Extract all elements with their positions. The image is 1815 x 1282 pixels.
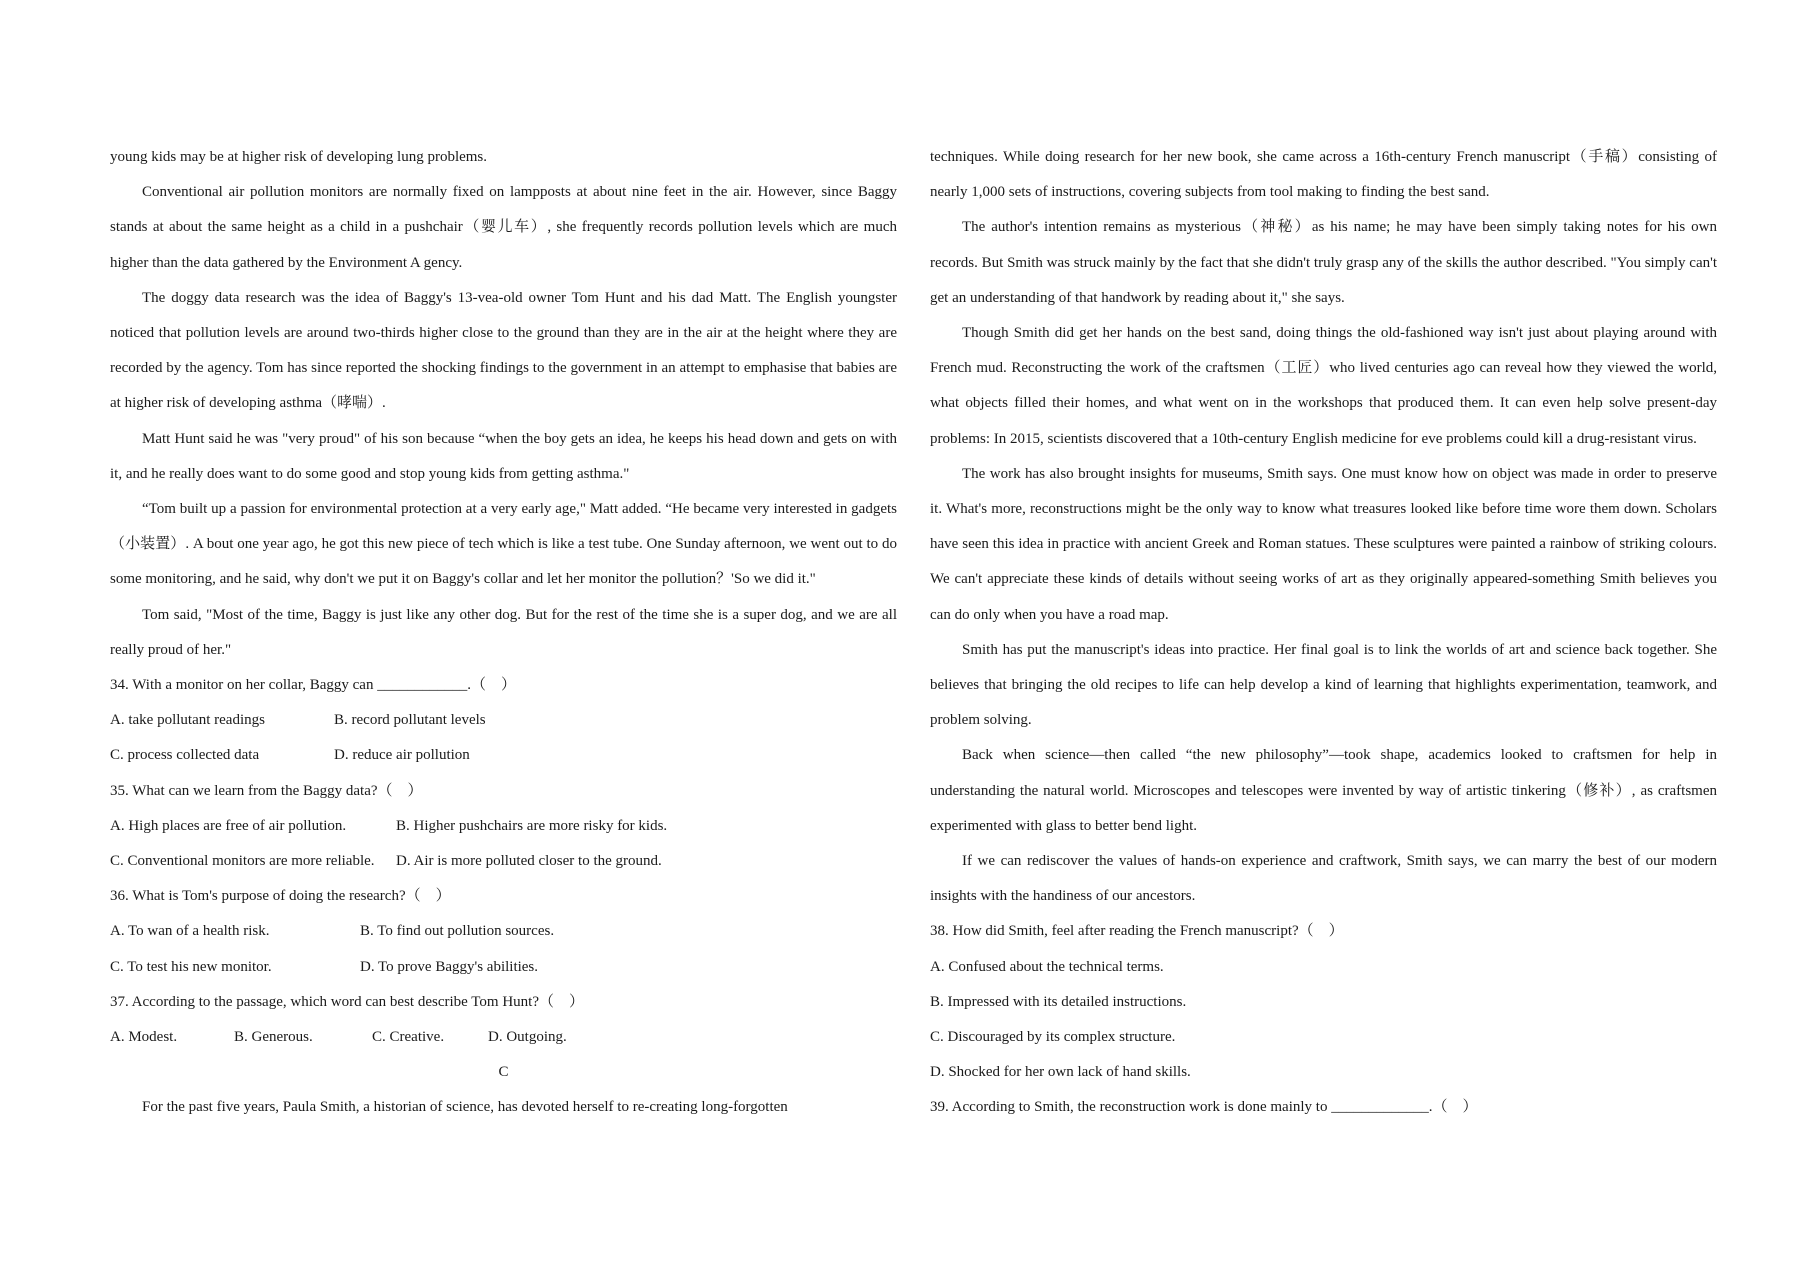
question-39-stem: 39. According to Smith, the reconstruction work is done mainly to _____________.（ ）: [930, 1099, 1478, 1116]
question-34-stem: 34. With a monitor on her collar, Baggy can ____________.（ ）: [110, 677, 516, 694]
question-35-stem: 35. What can we learn from the Baggy data?（ ）: [110, 782, 423, 799]
option-b: B. Generous.: [234, 1029, 313, 1046]
left-column: [110, 140, 897, 1126]
paragraph: The author's intention remains as mysterious（神秘）as his name; he may have been simply taking notes for his own records. But Smith was struck mainly by the fact that she didn't truly grasp any of the skills the author described. "You simply can't get an understanding of that handwork by reading about it," she says.: [930, 219, 1717, 306]
paragraph: techniques. While doing research for her new book, she came across a 16th-century French manuscript（手稿）consisting of nearly 1,000 sets of instructions, covering subjects from tool making to finding the best sand.: [930, 149, 1717, 201]
paragraph: The doggy data research was the idea of Baggy's 13-vea-old owner Tom Hunt and his dad Matt. The English youngster noticed that pollution levels are around two-thirds higher close to the ground than they are in the air at the height where they are recorded by the agency. Tom has since reported the shocking findings to the government in an attempt to emphasise that babies are at higher risk of developing asthma（哮喘）.: [110, 289, 897, 412]
paragraph: Smith has put the manuscript's ideas into practice. Her final goal is to link the worlds of art and science back together. She believes that bringing the old recipes to life can help develop a kind of learning that highlights experimentation, teamwork, and problem solving.: [930, 641, 1717, 729]
option-d: D. Shocked for her own lack of hand skills.: [930, 1064, 1191, 1081]
option-b: B. Impressed with its detailed instructions.: [930, 993, 1187, 1010]
paragraph: If we can rediscover the values of hands-on experience and craftwork, Smith says, we can marry the best of our modern insights with the handiness of our ancestors.: [930, 853, 1717, 905]
question-38-stem: 38. How did Smith, feel after reading the French manuscript?（ ）: [930, 923, 1344, 940]
option-b: B. record pollutant levels: [334, 712, 486, 729]
option-a: A. Modest.: [110, 1029, 178, 1046]
paragraph: The work has also brought insights for museums, Smith says. One must know how on object was made in order to preserve it. What's more, reconstructions might be the only way to know what treasures looked like before time wore them down. Scholars have seen this idea in practice with ancient Greek and Roman statues. These sculptures were painted a rainbow of striking colours. We can't appreciate these kinds of details without seeing works of art as they originally appeared-something Smith believes you can do only when you have a road map.: [930, 465, 1717, 623]
paragraph: Back when science—then called “the new philosophy”—took shape, academics looked to craftsmen for help in understanding the natural world. Microscopes and telescopes were invented by way of artistic tinkering（修补）, as craftsmen experimented with glass to better bend light.: [930, 747, 1717, 834]
paragraph: For the past five years, Paula Smith, a historian of science, has devoted herself to re-creating long-forgotten: [142, 1099, 788, 1116]
option-d: D. reduce air pollution: [334, 747, 470, 764]
option-a: A. To wan of a health risk.: [110, 923, 270, 940]
paragraph: Matt Hunt said he was "very proud" of his son because “when the boy gets an idea, he keeps his head down and gets on with it, and he really does want to do some good and stop young kids from getting asthma.": [110, 430, 897, 482]
question-35-options-row: [110, 844, 897, 879]
question-34-options-row: [110, 738, 897, 773]
right-column: [930, 140, 1717, 1126]
option-b: B. To find out pollution sources.: [360, 923, 555, 940]
option-c: C. Creative.: [372, 1029, 445, 1046]
paragraph: “Tom built up a passion for environmental protection at a very early age," Matt added. “He became very interested in gadgets（小装置）. A bout one year ago, he got this new piece of tech which is like a test tube. One Sunday afternoon, we went out to do some monitoring, and he said, why don't we put it on Baggy's collar and let her monitor the pollution？'So we did it.": [110, 501, 897, 588]
question-36-stem: 36. What is Tom's purpose of doing the research?（ ）: [110, 888, 451, 905]
option-c: C. Discouraged by its complex structure.: [930, 1029, 1176, 1046]
option-d: D. To prove Baggy's abilities.: [360, 958, 539, 975]
question-36-options-row: [110, 950, 897, 985]
option-d: D. Outgoing.: [488, 1029, 567, 1046]
question-36-options-row: [110, 914, 897, 949]
option-a: A. Confused about the technical terms.: [930, 958, 1164, 975]
paragraph: young kids may be at higher risk of developing lung problems.: [110, 149, 488, 165]
option-c: C. To test his new monitor.: [110, 958, 272, 975]
paragraph: Tom said, "Most of the time, Baggy is just like any other dog. But for the rest of the time she is a super dog, and we are all really proud of her.": [110, 606, 897, 658]
question-37-options-row: [110, 1020, 897, 1055]
question-35-options-row: [110, 809, 897, 844]
option-a: A. take pollutant readings: [110, 712, 265, 729]
section-heading-c: C: [498, 1064, 509, 1081]
option-a: A. High places are free of air pollution.: [110, 817, 347, 834]
paragraph: Conventional air pollution monitors are normally fixed on lampposts at about nine feet in the air. However, since Baggy stands at about the same height as a child in a pushchair（婴儿车）, she frequently records pollution levels which are much higher than the data gathered by the Environment A gency.: [110, 184, 897, 271]
option-d: D. Air is more polluted closer to the ground.: [396, 853, 662, 870]
option-c: C. process collected data: [110, 747, 260, 764]
paragraph: Though Smith did get her hands on the best sand, doing things the old-fashioned way isn't just about playing around with French mud. Reconstructing the work of the craftsmen（工匠）who lived centuries ago can reveal how they viewed the world, what objects filled their homes, and what went on in the workshops that produced them. It can even help solve present-day problems: In 2015, scientists discovered that a 10th-century English medicine for eve problems could kill a drug-resistant virus.: [930, 325, 1717, 447]
option-b: B. Higher pushchairs are more risky for kids.: [396, 817, 668, 834]
question-37-stem: 37. According to the passage, which word can best describe Tom Hunt?（ ）: [110, 993, 584, 1010]
question-34-options-row: [110, 703, 897, 738]
option-c: C. Conventional monitors are more reliable.: [110, 853, 375, 870]
